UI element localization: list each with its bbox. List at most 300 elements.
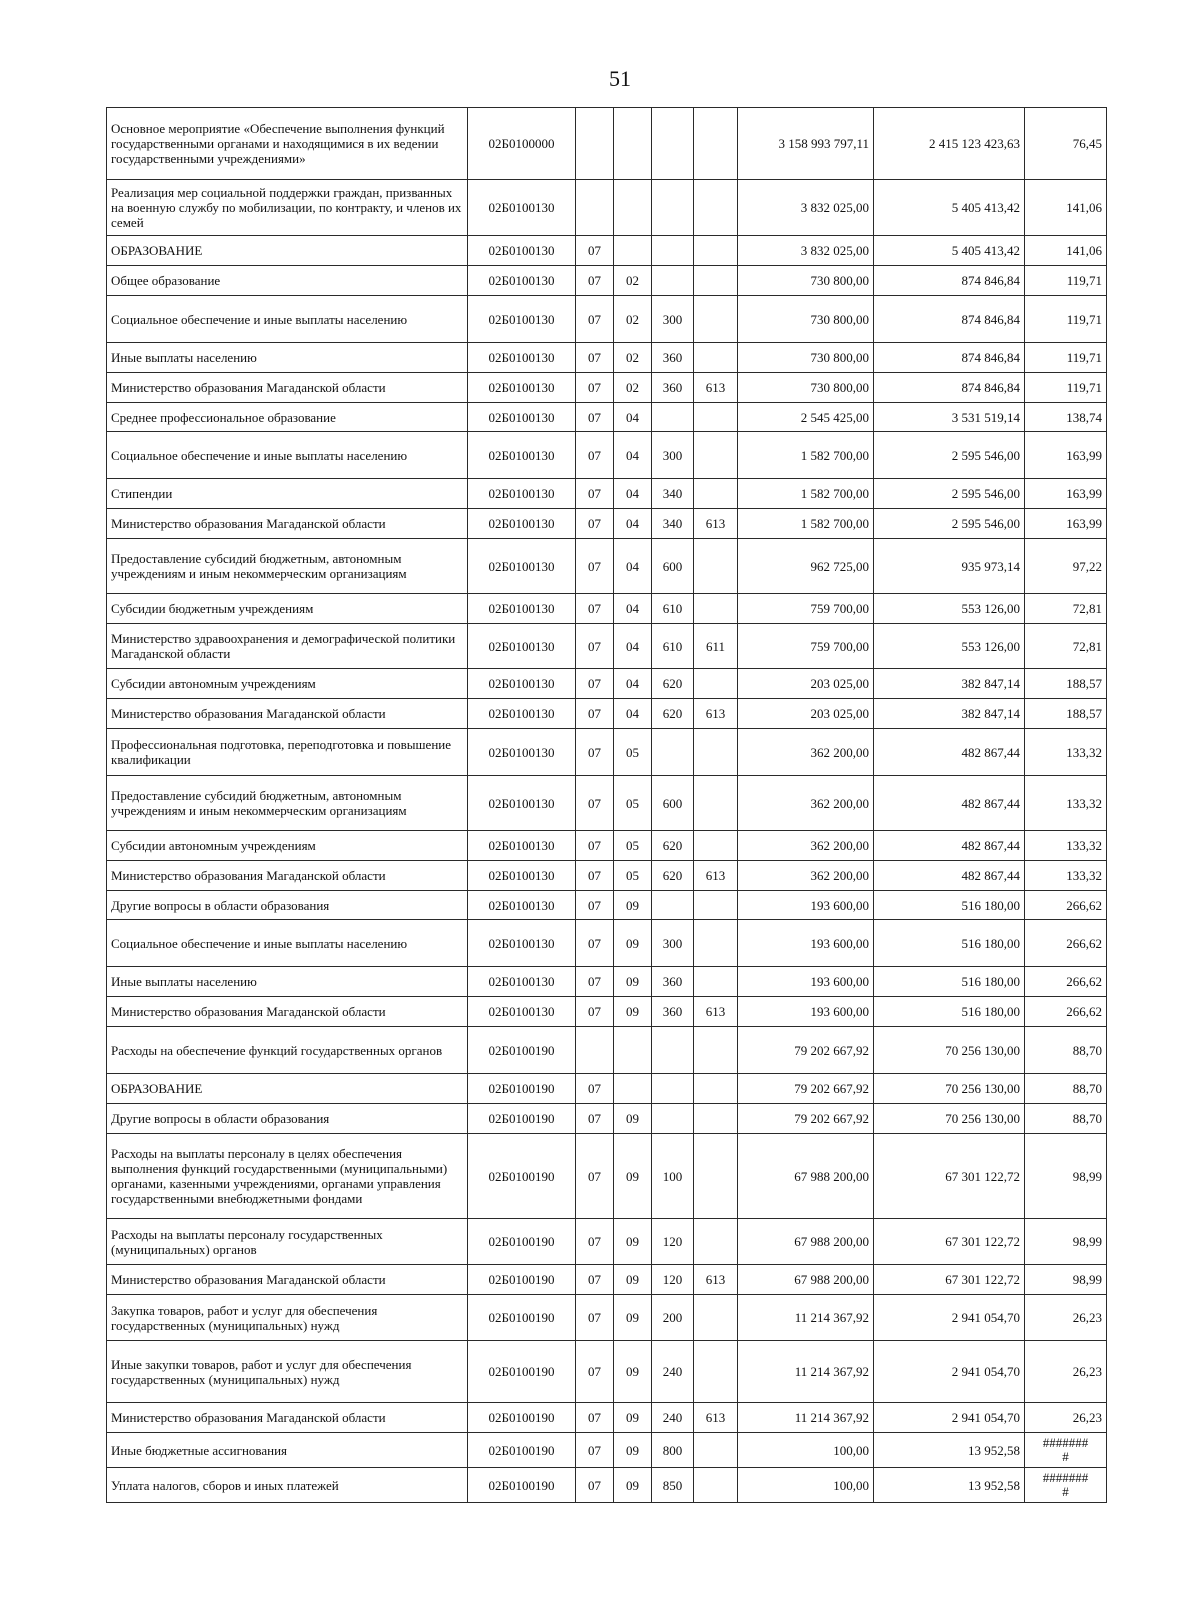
section-code: 07: [576, 296, 614, 343]
expense-type-code: 850: [652, 1468, 694, 1503]
section-code: 07: [576, 1403, 614, 1433]
admin-code: 613: [694, 1265, 738, 1295]
section-code: 07: [576, 1104, 614, 1134]
execution-percent: ####### #: [1025, 1468, 1107, 1503]
expense-type-code: 620: [652, 831, 694, 861]
subsection-code: 02: [614, 296, 652, 343]
table-row: [107, 343, 1107, 373]
section-code: 07: [576, 266, 614, 296]
admin-code: [694, 1134, 738, 1219]
admin-code: 613: [694, 1403, 738, 1433]
execution-percent: 141,06: [1025, 236, 1107, 266]
execution-percent: 163,99: [1025, 479, 1107, 509]
subsection-code: 04: [614, 539, 652, 594]
actual-amount: 516 180,00: [874, 967, 1025, 997]
table-row: [107, 432, 1107, 479]
expense-name: Стипендии: [107, 479, 468, 509]
target-code: 02Б0100130: [468, 479, 576, 509]
expense-type-code: 360: [652, 343, 694, 373]
expense-name: Иные выплаты населению: [107, 967, 468, 997]
subsection-code: 04: [614, 432, 652, 479]
admin-code: [694, 296, 738, 343]
expense-name: Министерство образования Магаданской области: [107, 509, 468, 539]
section-code: 07: [576, 831, 614, 861]
table-row: [107, 729, 1107, 776]
table-row: [107, 920, 1107, 967]
subsection-code: 04: [614, 403, 652, 432]
planned-amount: 11 214 367,92: [738, 1341, 874, 1403]
target-code: 02Б0100130: [468, 920, 576, 967]
execution-percent: 133,32: [1025, 776, 1107, 831]
planned-amount: 362 200,00: [738, 729, 874, 776]
table-row: [107, 266, 1107, 296]
execution-percent: 133,32: [1025, 729, 1107, 776]
admin-code: [694, 108, 738, 180]
execution-percent: 138,74: [1025, 403, 1107, 432]
subsection-code: 04: [614, 669, 652, 699]
subsection-code: 04: [614, 479, 652, 509]
expense-name: Иные бюджетные ассигнования: [107, 1433, 468, 1468]
target-code: 02Б0100190: [468, 1403, 576, 1433]
execution-percent: 98,99: [1025, 1265, 1107, 1295]
execution-percent: 266,62: [1025, 967, 1107, 997]
expense-name: Министерство образования Магаданской области: [107, 1403, 468, 1433]
subsection-code: 09: [614, 1433, 652, 1468]
target-code: 02Б0100190: [468, 1341, 576, 1403]
planned-amount: 100,00: [738, 1468, 874, 1503]
section-code: 07: [576, 403, 614, 432]
execution-percent: 26,23: [1025, 1341, 1107, 1403]
planned-amount: 1 582 700,00: [738, 479, 874, 509]
expense-name: Общее образование: [107, 266, 468, 296]
subsection-code: 05: [614, 831, 652, 861]
admin-code: [694, 776, 738, 831]
execution-percent: 163,99: [1025, 432, 1107, 479]
expense-type-code: 800: [652, 1433, 694, 1468]
execution-percent: 98,99: [1025, 1219, 1107, 1265]
admin-code: [694, 1295, 738, 1341]
target-code: 02Б0100130: [468, 296, 576, 343]
planned-amount: 67 988 200,00: [738, 1265, 874, 1295]
target-code: 02Б0100130: [468, 831, 576, 861]
admin-code: [694, 236, 738, 266]
section-code: 07: [576, 699, 614, 729]
actual-amount: 2 941 054,70: [874, 1403, 1025, 1433]
table-row: [107, 1403, 1107, 1433]
planned-amount: 730 800,00: [738, 296, 874, 343]
actual-amount: 2 595 546,00: [874, 509, 1025, 539]
target-code: 02Б0100130: [468, 343, 576, 373]
expense-type-code: [652, 108, 694, 180]
table-row: [107, 624, 1107, 669]
actual-amount: 70 256 130,00: [874, 1104, 1025, 1134]
target-code: 02Б0100190: [468, 1468, 576, 1503]
expense-type-code: 340: [652, 509, 694, 539]
actual-amount: 2 595 546,00: [874, 432, 1025, 479]
admin-code: 613: [694, 997, 738, 1027]
planned-amount: 1 582 700,00: [738, 432, 874, 479]
table-row: [107, 1027, 1107, 1074]
planned-amount: 730 800,00: [738, 343, 874, 373]
section-code: 07: [576, 1265, 614, 1295]
expense-type-code: 120: [652, 1219, 694, 1265]
table-body: [107, 108, 1107, 1503]
admin-code: [694, 180, 738, 236]
section-code: [576, 1027, 614, 1074]
admin-code: [694, 669, 738, 699]
target-code: 02Б0100130: [468, 776, 576, 831]
section-code: 07: [576, 891, 614, 920]
expense-name: Субсидии автономным учреждениям: [107, 669, 468, 699]
actual-amount: 874 846,84: [874, 373, 1025, 403]
subsection-code: 04: [614, 624, 652, 669]
table-row: [107, 108, 1107, 180]
expense-name: Иные закупки товаров, работ и услуг для обеспечения государственных (муниципальных) нужд: [107, 1341, 468, 1403]
actual-amount: 874 846,84: [874, 296, 1025, 343]
actual-amount: 2 415 123 423,63: [874, 108, 1025, 180]
actual-amount: 482 867,44: [874, 861, 1025, 891]
actual-amount: 553 126,00: [874, 624, 1025, 669]
subsection-code: 04: [614, 509, 652, 539]
subsection-code: 09: [614, 891, 652, 920]
section-code: [576, 180, 614, 236]
admin-code: [694, 1219, 738, 1265]
expense-name: Реализация мер социальной поддержки граждан, призванных на военную службу по мобилизации, по контракту, и членов их семей: [107, 180, 468, 236]
planned-amount: 203 025,00: [738, 669, 874, 699]
execution-percent: 133,32: [1025, 831, 1107, 861]
expense-name: Министерство образования Магаданской области: [107, 1265, 468, 1295]
expense-type-code: 340: [652, 479, 694, 509]
target-code: 02Б0100130: [468, 594, 576, 624]
section-code: 07: [576, 539, 614, 594]
expense-type-code: 600: [652, 776, 694, 831]
actual-amount: 553 126,00: [874, 594, 1025, 624]
table-row: [107, 967, 1107, 997]
expense-type-code: 360: [652, 997, 694, 1027]
table-row: [107, 1433, 1107, 1468]
admin-code: [694, 1104, 738, 1134]
expense-name: Профессиональная подготовка, переподготовка и повышение квалификации: [107, 729, 468, 776]
expense-type-code: 300: [652, 296, 694, 343]
actual-amount: 516 180,00: [874, 891, 1025, 920]
target-code: 02Б0100190: [468, 1027, 576, 1074]
actual-amount: 482 867,44: [874, 776, 1025, 831]
table-row: [107, 296, 1107, 343]
actual-amount: 2 941 054,70: [874, 1341, 1025, 1403]
subsection-code: 09: [614, 967, 652, 997]
subsection-code: [614, 1074, 652, 1104]
expense-type-code: 360: [652, 373, 694, 403]
admin-code: [694, 266, 738, 296]
table-row: [107, 891, 1107, 920]
execution-percent: 119,71: [1025, 343, 1107, 373]
table-row: [107, 699, 1107, 729]
expense-name: Расходы на выплаты персоналу в целях обеспечения выполнения функций государственными (муниципальными) органами, казенными учреждениями, органами управления государственными внебюджетными фондами: [107, 1134, 468, 1219]
section-code: 07: [576, 1134, 614, 1219]
subsection-code: 09: [614, 1219, 652, 1265]
expense-name: Среднее профессиональное образование: [107, 403, 468, 432]
target-code: 02Б0100130: [468, 997, 576, 1027]
subsection-code: 09: [614, 1341, 652, 1403]
target-code: 02Б0100190: [468, 1295, 576, 1341]
expense-name: Министерство образования Магаданской области: [107, 699, 468, 729]
execution-percent: 133,32: [1025, 861, 1107, 891]
subsection-code: 09: [614, 1265, 652, 1295]
expense-name: Министерство образования Магаданской области: [107, 861, 468, 891]
expense-type-code: 620: [652, 861, 694, 891]
actual-amount: 516 180,00: [874, 920, 1025, 967]
execution-percent: 97,22: [1025, 539, 1107, 594]
admin-code: [694, 432, 738, 479]
target-code: 02Б0100130: [468, 403, 576, 432]
expense-name: Министерство образования Магаданской области: [107, 373, 468, 403]
admin-code: [694, 1433, 738, 1468]
execution-percent: ####### #: [1025, 1433, 1107, 1468]
expense-type-code: [652, 180, 694, 236]
planned-amount: 67 988 200,00: [738, 1134, 874, 1219]
admin-code: [694, 403, 738, 432]
expense-type-code: 610: [652, 624, 694, 669]
actual-amount: 13 952,58: [874, 1433, 1025, 1468]
planned-amount: 193 600,00: [738, 967, 874, 997]
admin-code: [694, 967, 738, 997]
target-code: 02Б0100130: [468, 669, 576, 699]
subsection-code: 09: [614, 920, 652, 967]
subsection-code: [614, 108, 652, 180]
target-code: 02Б0100130: [468, 967, 576, 997]
table-row: [107, 1295, 1107, 1341]
admin-code: [694, 891, 738, 920]
table-row: [107, 1074, 1107, 1104]
expense-name: Другие вопросы в области образования: [107, 891, 468, 920]
section-code: 07: [576, 236, 614, 266]
expense-type-code: 600: [652, 539, 694, 594]
expense-type-code: 300: [652, 920, 694, 967]
planned-amount: 79 202 667,92: [738, 1104, 874, 1134]
subsection-code: [614, 180, 652, 236]
target-code: 02Б0100130: [468, 624, 576, 669]
table-row: [107, 1265, 1107, 1295]
execution-percent: 119,71: [1025, 373, 1107, 403]
expense-name: Основное мероприятие «Обеспечение выполнения функций государственными органами и находящимися в их ведении государственными учреждениями»: [107, 108, 468, 180]
execution-percent: 119,71: [1025, 266, 1107, 296]
target-code: 02Б0100190: [468, 1134, 576, 1219]
actual-amount: 13 952,58: [874, 1468, 1025, 1503]
execution-percent: 163,99: [1025, 509, 1107, 539]
section-code: 07: [576, 594, 614, 624]
section-code: 07: [576, 432, 614, 479]
section-code: 07: [576, 967, 614, 997]
actual-amount: 70 256 130,00: [874, 1074, 1025, 1104]
actual-amount: 67 301 122,72: [874, 1219, 1025, 1265]
subsection-code: 09: [614, 1104, 652, 1134]
table-row: [107, 776, 1107, 831]
expense-type-code: 300: [652, 432, 694, 479]
expense-type-code: [652, 1104, 694, 1134]
subsection-code: 04: [614, 594, 652, 624]
planned-amount: 11 214 367,92: [738, 1403, 874, 1433]
admin-code: 613: [694, 373, 738, 403]
execution-percent: 72,81: [1025, 624, 1107, 669]
admin-code: [694, 479, 738, 509]
table-row: [107, 831, 1107, 861]
execution-percent: 88,70: [1025, 1104, 1107, 1134]
table-row: [107, 594, 1107, 624]
planned-amount: 3 158 993 797,11: [738, 108, 874, 180]
table-row: [107, 180, 1107, 236]
planned-amount: 79 202 667,92: [738, 1027, 874, 1074]
expense-type-code: 610: [652, 594, 694, 624]
execution-percent: 76,45: [1025, 108, 1107, 180]
subsection-code: 05: [614, 776, 652, 831]
expense-type-code: [652, 403, 694, 432]
budget-table: [106, 107, 1107, 1503]
expense-type-code: [652, 1074, 694, 1104]
expense-type-code: 240: [652, 1403, 694, 1433]
admin-code: [694, 920, 738, 967]
expense-type-code: [652, 1027, 694, 1074]
expense-type-code: [652, 729, 694, 776]
planned-amount: 11 214 367,92: [738, 1295, 874, 1341]
table-row: [107, 539, 1107, 594]
admin-code: 613: [694, 861, 738, 891]
target-code: 02Б0100130: [468, 729, 576, 776]
page-number: 51: [609, 66, 631, 91]
planned-amount: 759 700,00: [738, 594, 874, 624]
admin-code: [694, 1027, 738, 1074]
expense-name: Министерство образования Магаданской области: [107, 997, 468, 1027]
admin-code: 613: [694, 509, 738, 539]
section-code: 07: [576, 1433, 614, 1468]
actual-amount: 2 941 054,70: [874, 1295, 1025, 1341]
actual-amount: 70 256 130,00: [874, 1027, 1025, 1074]
table-row: [107, 373, 1107, 403]
planned-amount: 2 545 425,00: [738, 403, 874, 432]
planned-amount: 362 200,00: [738, 776, 874, 831]
actual-amount: 2 595 546,00: [874, 479, 1025, 509]
section-code: 07: [576, 997, 614, 1027]
section-code: 07: [576, 1295, 614, 1341]
admin-code: [694, 831, 738, 861]
admin-code: [694, 539, 738, 594]
section-code: 07: [576, 373, 614, 403]
section-code: 07: [576, 1341, 614, 1403]
admin-code: [694, 343, 738, 373]
table-row: [107, 997, 1107, 1027]
planned-amount: 203 025,00: [738, 699, 874, 729]
actual-amount: 67 301 122,72: [874, 1265, 1025, 1295]
planned-amount: 362 200,00: [738, 831, 874, 861]
table-row: [107, 479, 1107, 509]
planned-amount: 67 988 200,00: [738, 1219, 874, 1265]
table-row: [107, 403, 1107, 432]
execution-percent: 188,57: [1025, 669, 1107, 699]
execution-percent: 26,23: [1025, 1403, 1107, 1433]
actual-amount: 516 180,00: [874, 997, 1025, 1027]
target-code: 02Б0100190: [468, 1074, 576, 1104]
subsection-code: 04: [614, 699, 652, 729]
table-row: [107, 1104, 1107, 1134]
subsection-code: 09: [614, 1403, 652, 1433]
execution-percent: 188,57: [1025, 699, 1107, 729]
subsection-code: 09: [614, 1468, 652, 1503]
planned-amount: 730 800,00: [738, 266, 874, 296]
expense-name: ОБРАЗОВАНИЕ: [107, 1074, 468, 1104]
expense-type-code: 240: [652, 1341, 694, 1403]
section-code: [576, 108, 614, 180]
admin-code: [694, 1074, 738, 1104]
expense-type-code: 360: [652, 967, 694, 997]
subsection-code: 09: [614, 997, 652, 1027]
subsection-code: 05: [614, 729, 652, 776]
subsection-code: 09: [614, 1295, 652, 1341]
subsection-code: 02: [614, 266, 652, 296]
expense-name: Министерство здравоохранения и демографической политики Магаданской области: [107, 624, 468, 669]
expense-type-code: [652, 236, 694, 266]
table-row: [107, 1219, 1107, 1265]
subsection-code: [614, 1027, 652, 1074]
section-code: 07: [576, 669, 614, 699]
section-code: 07: [576, 1219, 614, 1265]
planned-amount: 3 832 025,00: [738, 236, 874, 266]
execution-percent: 141,06: [1025, 180, 1107, 236]
section-code: 07: [576, 776, 614, 831]
expense-name: Социальное обеспечение и иные выплаты населению: [107, 920, 468, 967]
expense-name: ОБРАЗОВАНИЕ: [107, 236, 468, 266]
expense-type-code: 120: [652, 1265, 694, 1295]
execution-percent: 266,62: [1025, 891, 1107, 920]
planned-amount: 962 725,00: [738, 539, 874, 594]
actual-amount: 874 846,84: [874, 343, 1025, 373]
admin-code: [694, 594, 738, 624]
execution-percent: 98,99: [1025, 1134, 1107, 1219]
planned-amount: 3 832 025,00: [738, 180, 874, 236]
target-code: 02Б0100190: [468, 1433, 576, 1468]
subsection-code: 05: [614, 861, 652, 891]
actual-amount: 3 531 519,14: [874, 403, 1025, 432]
table-row: [107, 1134, 1107, 1219]
target-code: 02Б0100130: [468, 432, 576, 479]
actual-amount: 5 405 413,42: [874, 180, 1025, 236]
admin-code: [694, 1468, 738, 1503]
section-code: 07: [576, 729, 614, 776]
expense-name: Уплата налогов, сборов и иных платежей: [107, 1468, 468, 1503]
target-code: 02Б0100130: [468, 861, 576, 891]
expense-name: Расходы на выплаты персоналу государственных (муниципальных) органов: [107, 1219, 468, 1265]
table-row: [107, 861, 1107, 891]
expense-name: Предоставление субсидий бюджетным, автономным учреждениям и иным некоммерческим организациям: [107, 539, 468, 594]
admin-code: [694, 1341, 738, 1403]
expense-name: Субсидии бюджетным учреждениям: [107, 594, 468, 624]
actual-amount: 482 867,44: [874, 729, 1025, 776]
target-code: 02Б0100190: [468, 1104, 576, 1134]
target-code: 02Б0100130: [468, 180, 576, 236]
execution-percent: 88,70: [1025, 1027, 1107, 1074]
planned-amount: 193 600,00: [738, 920, 874, 967]
expense-name: Расходы на обеспечение функций государственных органов: [107, 1027, 468, 1074]
table-row: [107, 1341, 1107, 1403]
planned-amount: 79 202 667,92: [738, 1074, 874, 1104]
planned-amount: 362 200,00: [738, 861, 874, 891]
target-code: 02Б0100190: [468, 1219, 576, 1265]
section-code: 07: [576, 624, 614, 669]
expense-name: Закупка товаров, работ и услуг для обеспечения государственных (муниципальных) нужд: [107, 1295, 468, 1341]
planned-amount: 1 582 700,00: [738, 509, 874, 539]
table-row: [107, 236, 1107, 266]
target-code: 02Б0100190: [468, 1265, 576, 1295]
admin-code: [694, 729, 738, 776]
expense-type-code: [652, 266, 694, 296]
